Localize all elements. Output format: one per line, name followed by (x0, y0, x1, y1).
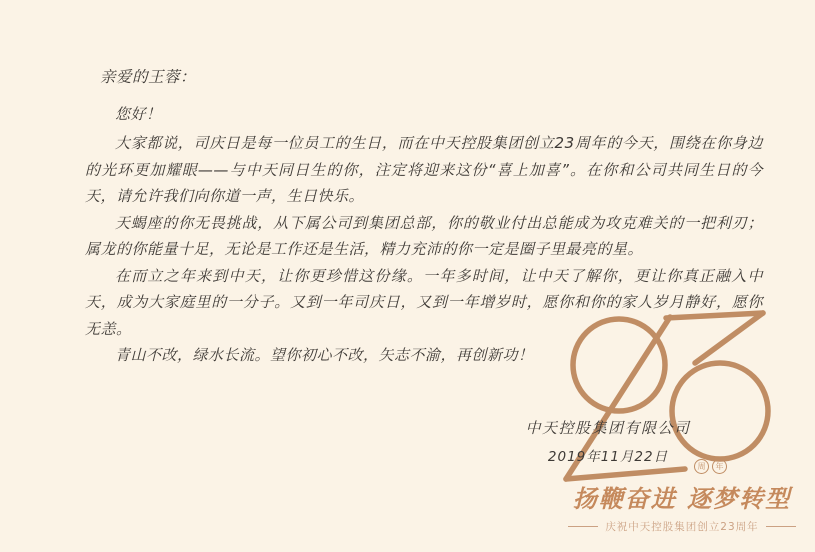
divider-dash-right (766, 526, 796, 527)
paragraph-3: 在而立之年来到中天，让你更珍惜这份缘。一年多时间，让中天了解你，更让你真正融入中天，成为大家庭里的一分子。又到一年司庆日，又到一年增岁时，愿你和你的家人岁月静好，愿你无恙。 (85, 266, 763, 338)
seal-nian-stamp: 年 (712, 459, 727, 474)
slogan-text: 扬鞭奋进 逐梦转型 (572, 485, 792, 513)
slogan-block (554, 484, 810, 534)
letter-body (85, 64, 763, 369)
paragraph-2: 天蝎座的你无畏挑战，从下属公司到集团总部，你的敬业付出总能成为攻克难关的一把利刃；属龙的你能量十足，无论是工作还是生活，精力充沛的你一定是圈子里最亮的星。 (85, 213, 763, 258)
signature-date: 2019年11月22日 (547, 449, 669, 465)
greeting: 您好！ (115, 104, 162, 123)
seal-zhou-stamp: 周 (694, 459, 709, 474)
signature-block (500, 417, 716, 465)
salutation: 亲爱的王蓉： (100, 68, 197, 86)
divider-dash-left (568, 526, 598, 527)
slogan-subline-row (554, 519, 810, 534)
paragraph-4: 青山不改，绿水长流。望你初心不改，矢志不渝，再创新功！ (115, 346, 534, 364)
paragraph-1: 大家都说，司庆日是每一位员工的生日，而在中天控股集团创立23周年的今天，围绕在你身边的光环更加耀眼——与中天同日生的你，注定将迎来这份“喜上加喜”。在你和公司共同生日的今天，请允许我们向你道一声，生日快乐。 (85, 134, 763, 205)
slogan-subline: 庆祝中天控股集团创立23周年 (605, 521, 759, 533)
company-name: 中天控股集团有限公司 (525, 419, 691, 437)
numeral-2-base (566, 469, 685, 479)
